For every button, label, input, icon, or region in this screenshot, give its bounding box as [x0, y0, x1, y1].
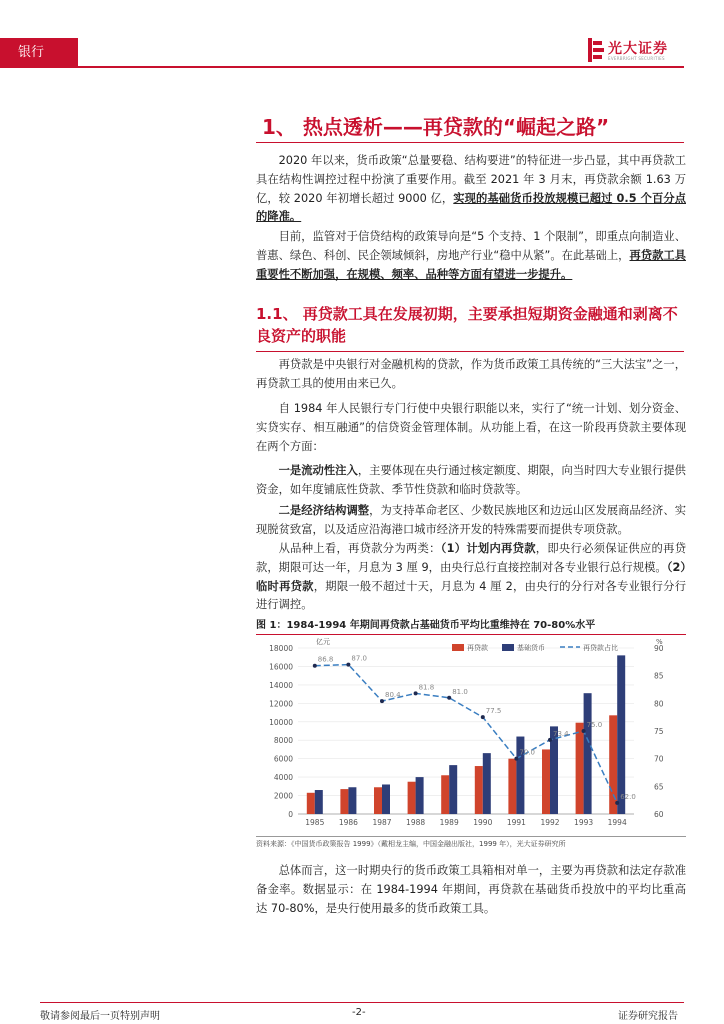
- section-1-paragraph-2: [256, 228, 686, 284]
- header-rule: [40, 66, 684, 68]
- bar-rediscount-loan: [475, 766, 483, 814]
- chart: [256, 634, 686, 834]
- bar-base-money: [584, 693, 592, 814]
- p4-text: ，为支持革命老区、少数民族地区和边远山区发展商品经济、实现脱贫致富，以及适应沿海港口城市经济开发的特殊需要而提供专项贷款。: [256, 504, 686, 536]
- bar-rediscount-loan: [408, 782, 416, 814]
- bar-base-money: [382, 784, 390, 814]
- point-loan-ratio: [380, 699, 384, 703]
- section-1-1-paragraph-6: 总体而言，这一时期央行的货币政策工具箱相对单一，主要为再贷款和法定存款准备金率。数据显示：在 1984-1994 年期间，再贷款在基础货币投放中的平均比重高达 70-80%，是央行使用最多的货币政策工具。: [256, 864, 686, 915]
- section-1-1-paragraph-5: [256, 540, 686, 615]
- footer-rule: [40, 1002, 684, 1003]
- company-logo: [586, 36, 686, 64]
- p4-lead: 二是经济结构调整: [278, 504, 370, 517]
- bar-base-money: [315, 790, 323, 814]
- x-tick-label: 1990: [473, 818, 493, 827]
- data-label-loan-ratio: 75.0: [586, 721, 603, 729]
- data-label-loan-ratio: 70.0: [519, 748, 535, 757]
- bar-base-money: [483, 753, 491, 814]
- y-left-tick-label: 18000: [269, 644, 293, 653]
- section-1-1-paragraph-2: 自 1984 年人民银行专门行使中央银行职能以来，实行了“统一计划、划分资金、实贷实存、相互融通”的信贷资金管理体制。从功能上看，在这一阶段再贷款主要体现在两个方面：: [256, 402, 686, 453]
- data-label-loan-ratio: 77.5: [485, 707, 502, 716]
- page-number: -2-: [352, 1007, 366, 1018]
- x-tick-label: 1993: [574, 818, 594, 827]
- data-label-loan-ratio: 81.0: [452, 687, 468, 696]
- y-right-tick-label: 80: [654, 699, 664, 709]
- x-tick-label: 1994: [607, 818, 627, 827]
- y-left-tick-label: 16000: [269, 662, 293, 672]
- footer-report-type: 证券研究报告: [618, 1011, 678, 1022]
- y-left-tick-label: 2000: [273, 791, 293, 801]
- x-tick-label: 1992: [540, 818, 560, 827]
- data-label-loan-ratio: 62.0: [620, 792, 636, 801]
- point-loan-ratio: [447, 696, 451, 700]
- y-left-tick-label: 12000: [269, 699, 293, 709]
- y-left-tick-label: 10000: [269, 717, 293, 727]
- p1-highlight: 实现的基础货币投放规模已超过 0.5 个百分点的降准。: [256, 191, 686, 224]
- point-loan-ratio: [481, 715, 485, 719]
- logo-text-en: EVERBRIGHT SECURITIES: [608, 56, 665, 61]
- legend-swatch-base: [502, 644, 514, 651]
- x-tick-label: 1991: [506, 818, 526, 827]
- y-right-tick-label: 75: [654, 727, 664, 736]
- industry-tag-label: 银行业: [18, 45, 45, 90]
- bar-rediscount-loan: [441, 775, 449, 814]
- x-tick-label: 1985: [305, 818, 325, 827]
- section-1-1-paragraph-4: [256, 502, 686, 540]
- section-1-1-title: 1.1、 再贷款工具在发展初期，主要承担短期资金融通和剥离不良资产的职能: [256, 305, 678, 345]
- section-1-paragraph-1: [256, 152, 686, 227]
- y-right-tick-label: 70: [654, 754, 664, 764]
- legend-swatch-loan: [452, 644, 464, 651]
- legend-label-loan: 再贷款: [467, 644, 488, 652]
- bar-rediscount-loan: [340, 789, 348, 814]
- point-loan-ratio: [514, 757, 518, 761]
- y-right-unit-label: %: [656, 638, 663, 646]
- x-tick-label: 1987: [372, 818, 392, 827]
- legend-label-base: 基础货币: [517, 644, 545, 652]
- data-label-loan-ratio: 81.8: [418, 683, 435, 692]
- bar-base-money: [348, 787, 356, 814]
- point-loan-ratio: [582, 729, 586, 733]
- figure-title: 图 1：1984-1994 年期间再贷款占基础货币平均比重维持在 70-80%水平: [256, 616, 686, 635]
- y-left-tick-label: 14000: [269, 680, 293, 690]
- y-right-tick-label: 85: [654, 671, 664, 681]
- p5-text-c: ，即央行必须保证供应的再贷款，期限可达一年，月息为 3 厘 9，由央行总行直接控制对各专业银行总行规模。: [256, 542, 686, 574]
- p1-text: 2020 年以来，货币政策“总量要稳、结构要进”的特征进一步凸显，其中再贷款工具在结构性调控过程中扮演了重要作用。截至 2021 年 3 月末，再贷款余额 1.63 万亿，较 2020 年初增长超过 9000 亿，: [256, 154, 686, 205]
- p5-bold-2: （2）临时再贷款: [256, 560, 686, 593]
- legend-label-ratio: 再贷款占比: [583, 644, 618, 652]
- bar-base-money: [416, 777, 424, 814]
- section-1-title: 1、 热点透析——再贷款的“崛起之路”: [262, 115, 610, 139]
- p2-text: 目前，监管对于信贷结构的政策导向是“5 个支持、1 个限制”，即重点向制造业、普惠、绿色、科创、民企领域倾斜，房地产行业“稳中从紧”。在此基础上，: [256, 230, 686, 262]
- p5-text-a: 从品种上看，再贷款分为两类：: [278, 542, 441, 555]
- p3-lead: 一是流动性注入: [278, 464, 358, 477]
- point-loan-ratio: [548, 738, 552, 742]
- footer-disclaimer: 敬请参阅最后一页特别声明: [40, 1011, 160, 1022]
- logo-mark-icon: [586, 36, 606, 64]
- y-right-tick-label: 65: [654, 782, 664, 792]
- y-left-tick-label: 4000: [273, 773, 293, 783]
- y-left-tick-label: 0: [288, 810, 293, 819]
- data-label-loan-ratio: 80.4: [385, 691, 401, 700]
- x-tick-label: 1988: [406, 818, 426, 827]
- p5-bold-1: （1）计划内再贷款: [440, 542, 536, 555]
- y-right-tick-label: 90: [654, 644, 664, 653]
- logo-text-cn: 光大证券: [608, 41, 668, 57]
- bar-rediscount-loan: [542, 749, 550, 814]
- data-label-loan-ratio: 86.8: [317, 655, 334, 664]
- x-tick-label: 1986: [338, 818, 358, 827]
- p5-text-d: ，期限一般不超过十天，月息为 4 厘 2，由央行的分行对各专业银行分行进行调控。: [256, 579, 686, 612]
- point-loan-ratio: [414, 691, 418, 695]
- data-label-loan-ratio: 73.4: [553, 729, 569, 738]
- bar-base-money: [617, 655, 625, 814]
- bar-base-money: [449, 765, 457, 814]
- p2-highlight: 再贷款工具重要性不断加强，在规模、频率、品种等方面有望进一步提升。: [256, 248, 686, 281]
- section-1-rule: [256, 142, 684, 143]
- chart-svg: [256, 634, 686, 834]
- section-1-1-paragraph-3: [256, 462, 686, 500]
- industry-tag: [0, 38, 78, 90]
- point-loan-ratio: [346, 663, 350, 667]
- p3-text: ，主要体现在央行通过核定额度、期限，向当时四大专业银行提供资金，如年度铺底性贷款、季节性贷款和临时贷款等。: [256, 464, 686, 496]
- point-loan-ratio: [615, 801, 619, 805]
- y-left-unit-label: 亿元: [316, 638, 330, 646]
- bar-rediscount-loan: [374, 787, 382, 814]
- figure-source: 资料来源：《中国货币政策报告 1999》（戴相龙主编，中国金融出版社，1999 年），光大证券研究所: [256, 836, 686, 849]
- line-loan-ratio: [315, 665, 617, 803]
- section-1-1-rule: [256, 351, 684, 352]
- bar-rediscount-loan: [307, 793, 315, 814]
- section-1-1-paragraph-1: 再贷款是中央银行对金融机构的贷款，作为货币政策工具传统的“三大法宝”之一，再贷款工具的使用由来已久。: [256, 358, 686, 390]
- bar-rediscount-loan: [576, 723, 584, 814]
- point-loan-ratio: [313, 664, 317, 668]
- data-label-loan-ratio: 87.0: [351, 654, 367, 663]
- bar-rediscount-loan: [508, 759, 516, 814]
- y-left-tick-label: 6000: [273, 754, 293, 764]
- y-right-tick-label: 60: [654, 810, 664, 819]
- x-tick-label: 1989: [439, 818, 459, 827]
- y-left-tick-label: 8000: [273, 736, 293, 746]
